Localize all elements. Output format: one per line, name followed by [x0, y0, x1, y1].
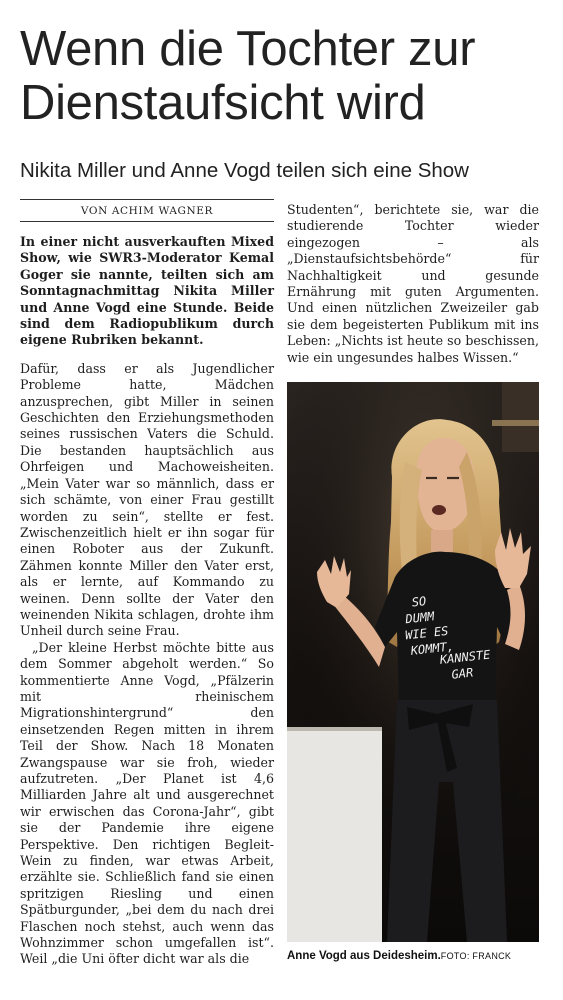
white-screen-edge	[287, 727, 382, 731]
subheadline: Nikita Miller und Anne Vogd teilen sich eine Show	[20, 159, 469, 182]
body-paragraph-2: „Der kleine Herbst möchte bitte aus dem Sommer abgeholt werden.“ So kommentierte Anne Vogd, „Pfälzerin mit rheinischem Migrationshintergrund“ den einsetzenden Regen mitten in ihrem Teil der Show. Nach 18 Monaten Zwangspause war sie froh, wieder aufzutreten. „Der Planet ist 4,6 Milliarden Jahre alt und ausgerechnet wir erwischen das Corona-Jahr“, gibt sie der Pandemie ihre eigene Perspektive. Den richtigen Begleit-Wein zu finden, war etwas Arbeit, erzählte sie. Schließlich fand sie einen spritzigen Riesling und einen Spätburgunder, „bei dem du nach drei Flaschen noch stehst, auch wenn das Wohnzimmer schon umgefallen ist“. Weil „die Uni öfter dicht war als die	[20, 639, 274, 967]
stage-light-bar	[492, 420, 539, 426]
shirt-line-4: KOMMT,	[410, 639, 455, 658]
body-paragraph-1: Dafür, dass er als Jugendlicher Probleme hatte, Mädchen anzusprechen, gibt Miller in seinen Geschichten den Erziehungsmethoden seines russischen Vaters die Schuld. Die bestanden hauptsächlich aus Ohrfeigen und Machoweisheiten. „Mein Vater war so männlich, dass er sich schämte, von einer Frau gestillt worden zu sein“, stellte er fest. Zwischenzeitlich hielt er ihn sogar für einen Roboter aus der Zukunft. Zähmen konnte Miller den Vater erst, als er lernte, auf Kommando zu weinen. Denn sollte der Vater den weinenden Nikita schlagen, drohte ihm Unheil durch seine Frau.	[20, 360, 274, 639]
shirt-line-5: KANNSTE	[439, 647, 491, 667]
byline: VON ACHIM WAGNER	[80, 205, 214, 217]
caption-text: Anne Vogd aus Deidesheim.	[287, 950, 441, 962]
shirt-line-2: DUMM	[404, 609, 435, 627]
photo-credit: FOTO: FRANCK	[440, 951, 512, 961]
shirt-line-6: GAR	[450, 665, 474, 682]
byline-rule-bottom	[20, 221, 274, 222]
article-column-left	[20, 234, 274, 968]
photo-caption	[287, 950, 539, 962]
body-paragraph-3: Studenten“, berichtete sie, war die studierende Tochter wieder eingezogen – als „Dienstaufsichtsbehörde“ für Nachhaltigkeit und gesunde Ernährung mit guten Argumenten. Und einen nützlichen Zweizeiler gab sie dem begeisterten Publikum mit ins Leben: „Nichts ist heute so beschissen, wie ein ungesundes halbes Wissen.“	[287, 202, 539, 365]
article-column-right	[287, 202, 539, 366]
white-screen	[287, 727, 382, 942]
headline: Wenn die Tochter zur Dienstaufsicht wird	[20, 22, 476, 130]
stage-truss	[502, 382, 539, 452]
neck	[431, 530, 453, 552]
byline-block	[20, 199, 274, 222]
article-photo	[287, 382, 539, 942]
shirt-line-1: SO	[411, 594, 427, 610]
shirt-line-3: WIE ES	[404, 623, 450, 643]
mouth	[432, 505, 446, 515]
lead-paragraph: In einer nicht ausverkauften Mixed Show, wie SWR3-Moderator Kemal Goger sie nannte, teilten sich am Sonntagnachmittag Nikita Miller und Anne Vogd eine Stunde. Beide sind dem Radiopublikum durch eigene Rubriken bekannt.	[20, 234, 274, 348]
